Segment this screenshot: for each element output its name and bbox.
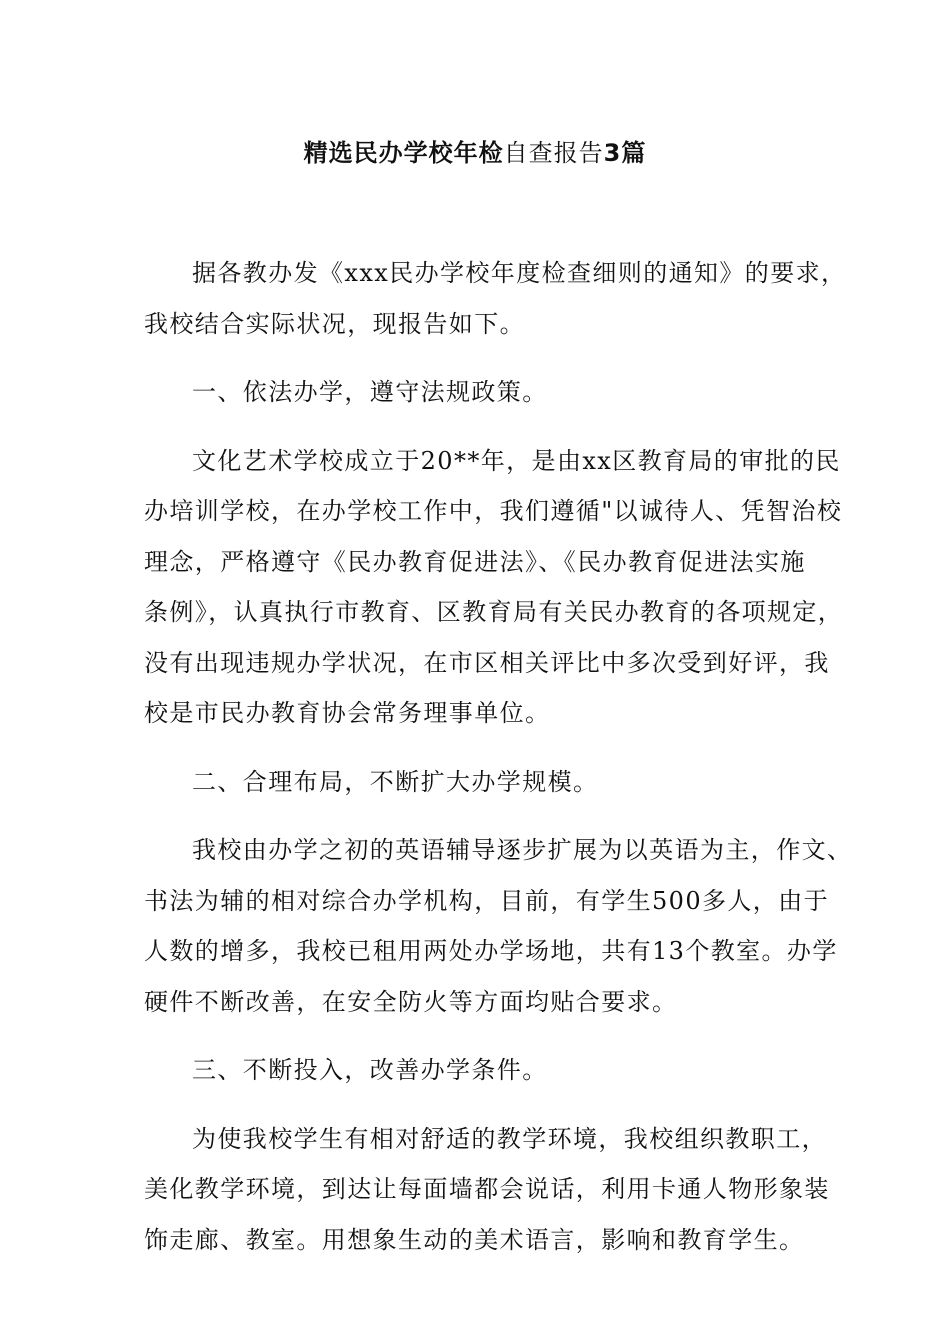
paragraph-line: 校是市民办教育协会常务理事单位。 [144,699,551,727]
paragraph-line: 条例》，认真执行市教育、区教育局有关民办教育的各项规定， [144,598,844,626]
paragraph-line: 二、合理布局，不断扩大办学规模。 [192,767,599,796]
paragraph-line: 人数的增多，我校已租用两处办学场地，共有13个教室。办学 [144,937,838,965]
paragraph-line: 美化教学环境，到达让每面墙都会说话，利用卡通人物形象装 [144,1175,830,1203]
paragraph-line: 理念，严格遵守《民办教育促进法》、《民办教育促进法实施 [144,547,806,576]
section-heading-3 [144,1045,809,1096]
paragraph-line: 饰走廊、教室。用想象生动的美术语言，影响和教育学生。 [144,1225,805,1254]
paragraph-intro [144,248,847,349]
paragraph-line: 三、不断投入，改善办学条件。 [192,1056,548,1084]
paragraph-line: 我校由办学之初的英语辅导逐步扩展为以英语为主，作文、 [192,836,853,864]
paragraph-section-2 [144,825,853,1027]
paragraph-line: 一、依法办学，遵守法规政策。 [192,378,548,406]
title-normal-part: 自查报告 [503,139,604,167]
paragraph-line: 文化艺术学校成立于20**年，是由xx区教育局的审批的民 [192,446,841,475]
paragraph-section-3 [144,1114,830,1266]
document-title [0,138,950,168]
paragraph-line: 我校结合实际状况，现报告如下。 [144,309,525,338]
paragraph-line: 据各教办发《xxx民办学校年度检查细则的通知》的要求， [192,259,847,287]
paragraph-line: 没有出现违规办学状况，在市区相关评比中多次受到好评，我 [144,648,830,677]
section-heading-1 [144,367,809,418]
paragraph-line: 为使我校学生有相对舒适的教学环境，我校组织教职工， [192,1124,827,1153]
paragraph-line: 硬件不断改善，在安全防火等方面均贴合要求。 [144,987,678,1016]
title-bold-part: 精选民办学校年检 [303,139,504,167]
section-heading-2 [144,757,809,808]
paragraph-line: 办培训学校，在办学校工作中，我们遵循"以诚待人、凭智治校 [144,497,843,525]
paragraph-section-1 [144,436,844,739]
document-body [144,248,853,1283]
paragraph-line: 书法为辅的相对综合办学机构，目前，有学生500多人，由于 [144,886,830,915]
title-tail-part: 3篇 [603,139,647,167]
